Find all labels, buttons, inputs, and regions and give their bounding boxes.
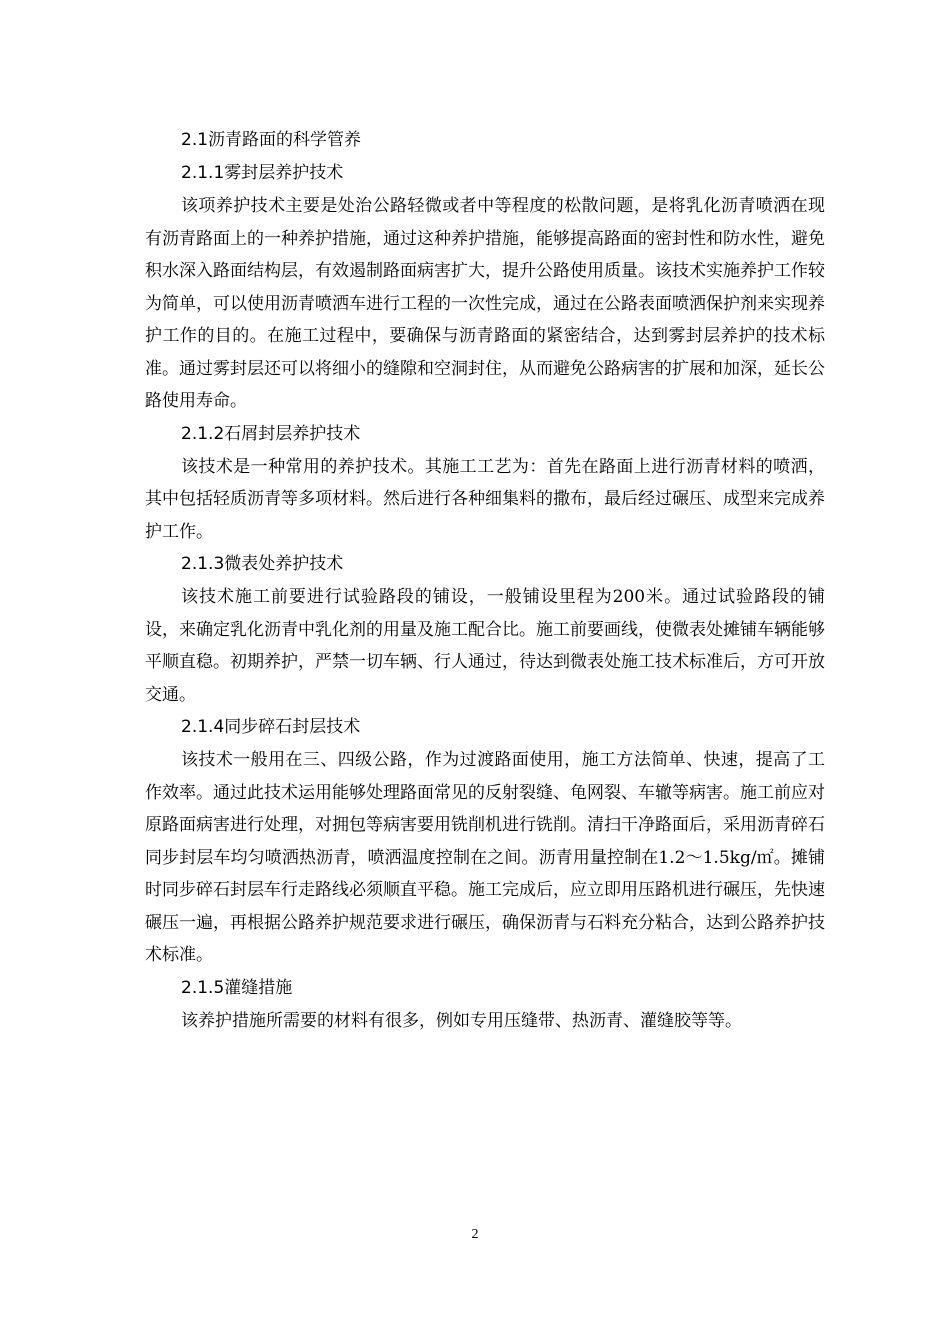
paragraph-synchronous-chip-seal: 该技术一般用在三、四级公路，作为过渡路面使用，施工方法简单、快速，提高了工作效率。通过此技术运用能够处理路面常见的反射裂缝、龟网裂、车辙等病害。施工前应对原路面病害进行处理，对拥包等病害要用铣削机进行铣削。清扫干净路面后，采用沥青碎石同步封层车均匀喷洒热沥青，喷洒温度控制在之间。沥青用量控制在1.2～1.5kg/㎡。摊铺时同步碎石封层车行走路线必须顺直平稳。施工完成后，应立即用压路机进行碾压，先快速碾压一遍，再根据公路养护规范要求进行碾压，确保沥青与石料充分粘合，达到公路养护技术标准。 [145,750,825,965]
subsection-heading-2-1-1: 2.1.1雾封层养护技术 [181,163,344,183]
subsection-heading-2-1-3: 2.1.3微表处养护技术 [181,554,344,574]
paragraph-chip-seal: 该技术是一种常用的养护技术。其施工工艺为：首先在路面上进行沥青材料的喷洒，其中包括轻质沥青等多项材料。然后进行各种细集料的撒布，最后经过碾压、成型来完成养护工作。 [145,456,825,542]
section-heading-2-1: 2.1沥青路面的科学管养 [181,130,362,150]
subsection-heading-2-1-2: 2.1.2石屑封层养护技术 [181,423,361,444]
paragraph-crack-sealing: 该养护措施所需要的材料有很多，例如专用压缝带、热沥青、灌缝胶等等。 [181,1010,742,1031]
paragraph-fog-seal: 该项养护技术主要是处治公路轻微或者中等程度的松散问题，是将乳化沥青喷洒在现有沥青路面上的一种养护措施，通过这种养护措施，能够提高路面的密封性和防水性，避免积水深入路面结构层，有效遏制路面病害扩大，提升公路使用质量。该技术实施养护工作较为简单，可以使用沥青喷洒车进行工程的一次性完成，通过在公路表面喷洒保护剂来实现养护工作的目的。在施工过程中，要确保与沥青路面的紧密结合，达到雾封层养护的技术标准。通过雾封层还可以将细小的缝隙和空洞封住，从而避免公路病害的扩展和加深，延长公路使用寿命。 [145,196,825,411]
paragraph-micro-surfacing: 该技术施工前要进行试验路段的铺设，一般铺设里程为200米。通过试验路段的铺设，来确定乳化沥青中乳化剂的用量及施工配合比。施工前要画线，使微表处摊铺车辆能够平顺直稳。初期养护，严禁一切车辆、行人通过，待达到微表处施工技术标准后，方可开放交通。 [145,587,825,705]
subsection-heading-2-1-4: 2.1.4同步碎石封层技术 [181,717,361,737]
page-number: 2 [471,1227,479,1242]
subsection-heading-2-1-5: 2.1.5灌缝措施 [181,977,293,998]
document-body [145,124,825,1037]
